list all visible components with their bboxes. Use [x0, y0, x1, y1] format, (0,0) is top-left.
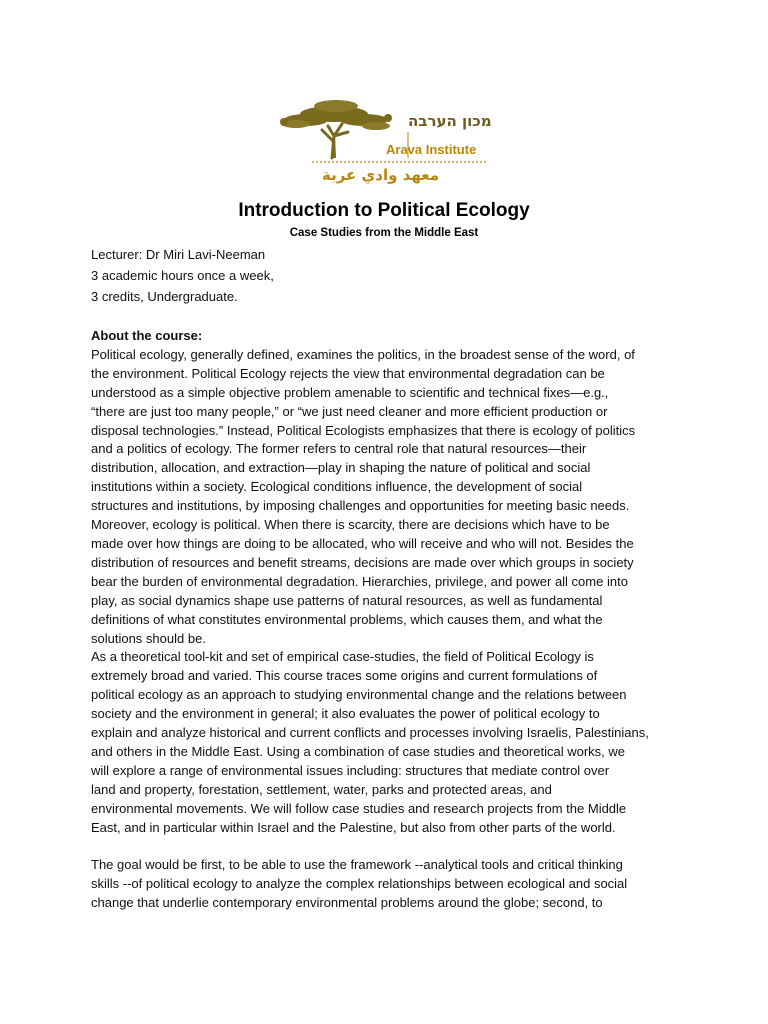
text-line: understood as a simple objective problem amenable to scientific and technical fixes—e.g.,: [91, 384, 609, 400]
about-paragraph-1: [91, 346, 681, 649]
about-heading: About the course:: [91, 328, 203, 343]
about-paragraph-3: [91, 856, 681, 913]
course-meta: [91, 244, 691, 307]
text-line: made over how things are doing to be allocated, who will receive and who will not. Besides the: [91, 535, 634, 551]
text-line: political ecology as an approach to studying environmental change and the relations between: [91, 687, 627, 703]
text-line: As a theoretical tool-kit and set of empirical case-studies, the field of Political Ecology is: [91, 649, 594, 665]
credits-line: 3 credits, Undergraduate.: [91, 289, 238, 304]
text-line: bear the burden of environmental degradation. Hierarchies, privilege, and power all come into: [91, 573, 628, 589]
text-line: distribution, allocation, and extraction—play in shaping the nature of political and social: [91, 460, 591, 476]
text-line: Moreover, ecology is political. When there is scarcity, there are decisions which have to be: [91, 517, 610, 533]
text-line: change that underlie contemporary environmental problems around the globe; second, to: [91, 895, 603, 911]
text-line: skills --of political ecology to analyze the complex relationships between ecological and social: [91, 876, 628, 892]
paragraph-gap: [91, 837, 681, 856]
text-line: the environment. Political Ecology rejects the view that environmental degradation can be: [91, 365, 605, 381]
about-paragraph-2: [91, 648, 681, 837]
text-line: structures and institutions, by imposing challenges and opportunities for meeting basic needs.: [91, 498, 630, 514]
hours-line: 3 academic hours once a week,: [91, 268, 274, 283]
text-line: Political ecology, generally defined, examines the politics, in the broadest sense of the word, of: [91, 346, 635, 362]
text-line: The goal would be first, to be able to use the framework --analytical tools and critical thinking: [91, 857, 623, 873]
about-section: [91, 327, 681, 913]
logo-hebrew-text: מכון הערבה: [408, 112, 492, 130]
text-line: play, as social dynamics shape use patterns of natural resources, as well as fundamental: [91, 592, 603, 608]
text-line: and others in the Middle East. Using a combination of case studies and theoretical works, we: [91, 743, 626, 759]
text-line: environmental movements. We will follow case studies and research projects from the Middle: [91, 800, 627, 816]
text-line: will explore a range of environmental issues including: structures that mediate control over: [91, 762, 610, 778]
text-line: “there are just too many people,” or “we just need cleaner and more efficient production or: [91, 403, 608, 419]
document-title: Introduction to Political Ecology: [238, 200, 530, 221]
text-line: definitions of what constitutes environmental problems, which causes them, and what the: [91, 611, 603, 627]
text-line: and a politics of ecology. The former refers to central role that natural resources—their: [91, 441, 587, 457]
text-line: solutions should be.: [91, 630, 206, 646]
logo-arabic-text: معهد وادي عربة: [322, 166, 439, 184]
arava-institute-logo: [276, 92, 498, 194]
text-line: distribution of resources and benefit streams, decisions are made over which groups in society: [91, 554, 634, 570]
text-line: disposal technologies.” Instead, Political Ecologists emphasizes that there is ecology of politics: [91, 422, 636, 438]
logo-english-text: Arava Institute: [386, 142, 477, 157]
document-subtitle: Case Studies from the Middle East: [289, 227, 479, 239]
text-line: extremely broad and varied. This course traces some origins and current formulations of: [91, 668, 598, 684]
text-line: society and the environment in general; it also evaluates the power of political ecology to: [91, 706, 600, 722]
text-line: land and property, forestation, settlement, water, parks and protected areas, and: [91, 781, 552, 797]
text-line: East, and in particular within Israel and the Palestine, but also from other parts of the world.: [91, 819, 616, 835]
text-line: institutions within a society. Ecological conditions influence, the development of social: [91, 479, 583, 495]
text-line: explain and analyze historical and current conflicts and processes involving Israelis, Palestinians,: [91, 725, 649, 741]
lecturer-line: Lecturer: Dr Miri Lavi-Neeman: [91, 247, 266, 262]
